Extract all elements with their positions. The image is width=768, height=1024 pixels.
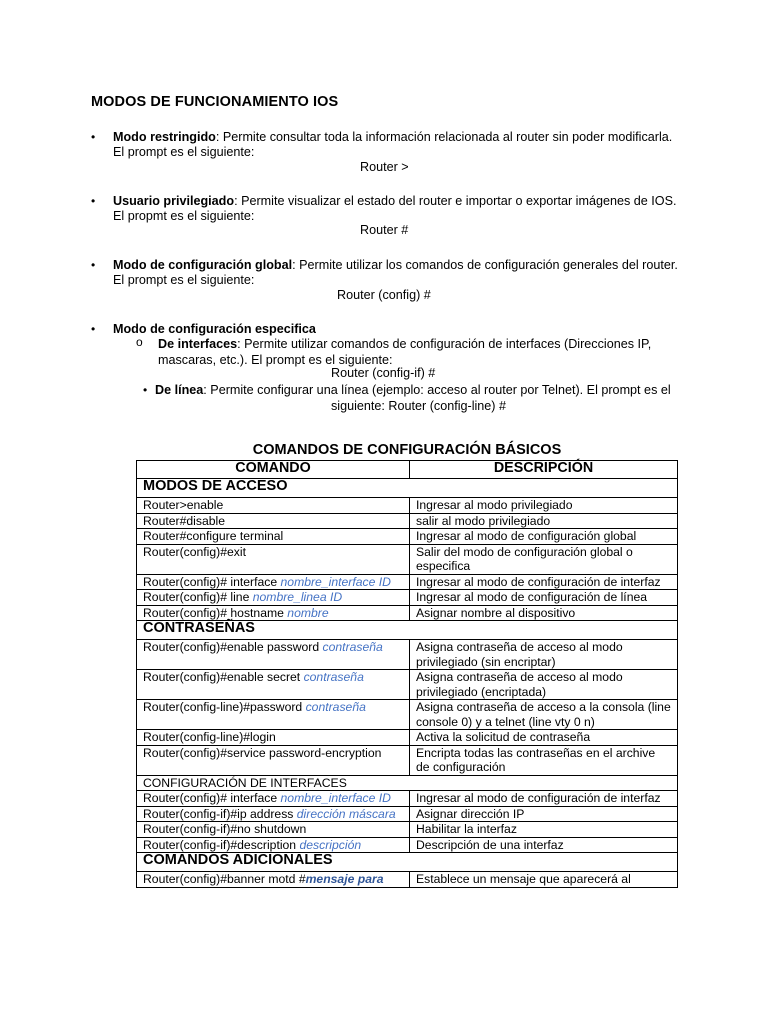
- description-cell: Salir del modo de configuración global o especifica: [410, 544, 678, 574]
- placeholder-text: nombre_interface ID: [280, 574, 391, 589]
- table-row: [137, 513, 678, 529]
- placeholder-text: dirección máscara: [296, 806, 396, 821]
- command-cell: Router(config-line)#password contraseña: [137, 700, 410, 730]
- table-row: [137, 806, 678, 822]
- placeholder-text: nombre: [287, 605, 329, 620]
- submode-title: De línea: [155, 383, 204, 397]
- submode-linea: [155, 382, 685, 398]
- table-row: [137, 670, 678, 700]
- description-cell: Ingresar al modo de configuración global: [410, 529, 678, 545]
- table-row: [137, 730, 678, 746]
- bullet-icon: •: [91, 322, 96, 336]
- command-cell: Router>enable: [137, 498, 410, 514]
- command-cell: Router(config)# hostname nombre: [137, 605, 410, 621]
- circle-bullet-icon: o: [136, 335, 143, 349]
- command-cell: Router(config)#exit: [137, 544, 410, 574]
- description-cell: Ingresar al modo privilegiado: [410, 498, 678, 514]
- commands-table: [136, 460, 678, 888]
- page-title: MODOS DE FUNCIONAMIENTO IOS: [91, 94, 339, 110]
- command-cell: Router#configure terminal: [137, 529, 410, 545]
- table-row: [137, 837, 678, 853]
- command-cell: Router(config)#enable password contraseña: [137, 640, 410, 670]
- table-row: [137, 544, 678, 574]
- placeholder-text: nombre_interface ID: [280, 791, 391, 805]
- bullet-icon: •: [91, 130, 96, 144]
- mode-desc: : Permite utilizar los comandos de configuración generales del router. El prompt es el siguiente:: [113, 258, 678, 287]
- description-cell: Establece un mensaje que aparecerá al: [410, 872, 678, 888]
- table-row: [137, 605, 678, 621]
- command-cell: Router(config-if)#description descripción: [137, 837, 410, 853]
- table-row: [137, 745, 678, 775]
- table-row: [137, 574, 678, 590]
- bullet-icon: •: [91, 258, 96, 272]
- description-cell: Asignar dirección IP: [410, 806, 678, 822]
- column-header-comando: COMANDO: [137, 461, 410, 479]
- placeholder-text: descripción: [299, 837, 362, 852]
- mode-prompt: Router (config) #: [337, 288, 431, 302]
- description-cell: Asigna contraseña de acceso al modo privilegiado (sin encriptar): [410, 640, 678, 670]
- submode-interfaces: [158, 336, 668, 368]
- table-row: [137, 822, 678, 838]
- bullet-icon: •: [143, 383, 148, 397]
- mode-prompt: Router >: [360, 160, 409, 174]
- submode-prompt: Router (config-if) #: [331, 366, 436, 380]
- section-row: [137, 775, 678, 791]
- section-title: MODOS DE ACCESO: [137, 479, 678, 498]
- table-row: [137, 700, 678, 730]
- section-title: COMANDOS ADICIONALES: [137, 853, 678, 872]
- description-cell: Ingresar al modo de configuración de interfaz: [410, 791, 678, 807]
- bullet-icon: •: [91, 194, 96, 208]
- command-cell: Router#disable: [137, 513, 410, 529]
- description-cell: Descripción de una interfaz: [410, 837, 678, 853]
- command-cell: Router(config-if)#ip address dirección máscara: [137, 806, 410, 822]
- command-cell: Router(config-if)#no shutdown: [137, 822, 410, 838]
- submode-title: De interfaces: [158, 337, 238, 351]
- table-row: [137, 640, 678, 670]
- description-cell: salir al modo privilegiado: [410, 513, 678, 529]
- mode-title: Modo restringido: [113, 130, 216, 144]
- description-cell: Asigna contraseña de acceso al modo privilegiado (encriptada): [410, 670, 678, 700]
- submode-prompt: siguiente: Router (config-line) #: [331, 399, 507, 413]
- command-cell: Router(config)#service password-encryption: [137, 745, 410, 775]
- command-cell: Router(config)# interface nombre_interface ID: [137, 791, 410, 807]
- command-cell: Router(config)#enable secret contraseña: [137, 670, 410, 700]
- mode-desc: : Permite visualizar el estado del router e importar o exportar imágenes de IOS. El propmt es el siguiente:: [113, 194, 677, 223]
- command-cell: Router(config)#banner motd #mensaje para: [137, 872, 410, 888]
- submode-desc: : Permite configurar una línea (ejemplo: acceso al router por Telnet). El prompt es el: [203, 383, 671, 397]
- command-cell: Router(config-line)#login: [137, 730, 410, 746]
- description-cell: Asigna contraseña de acceso a la consola (line console 0) y a telnet (line vty 0 n): [410, 700, 678, 730]
- table-header: [137, 461, 678, 479]
- section-row: [137, 621, 678, 640]
- section-title: CONTRASEÑAS: [137, 621, 678, 640]
- description-cell: Encripta todas las contraseñas en el archive de configuración: [410, 745, 678, 775]
- placeholder-text: mensaje para: [305, 872, 384, 886]
- table-row: [137, 872, 678, 888]
- section-row: [137, 853, 678, 872]
- submode-desc: : Permite utilizar comandos de configuración de interfaces (Direcciones IP, mascaras, etc.). El prompt es el siguiente:: [158, 337, 652, 367]
- description-cell: Habilitar la interfaz: [410, 822, 678, 838]
- table-row: [137, 529, 678, 545]
- mode-prompt: Router #: [360, 223, 409, 237]
- command-cell: Router(config)# interface nombre_interface ID: [137, 574, 410, 590]
- description-cell: Ingresar al modo de configuración de interfaz: [410, 574, 678, 590]
- table-title: COMANDOS DE CONFIGURACIÓN BÁSICOS: [252, 442, 562, 458]
- description-cell: Asignar nombre al dispositivo: [410, 605, 678, 621]
- table-row: [137, 590, 678, 606]
- mode-title: Modo de configuración especifica: [113, 322, 316, 336]
- placeholder-text: contraseña: [303, 670, 364, 684]
- placeholder-text: nombre_linea ID: [252, 590, 343, 604]
- command-cell: Router(config)# line nombre_linea ID: [137, 590, 410, 606]
- mode-desc: : Permite consultar toda la información relacionada al router sin poder modificarla. El prompt es el siguiente:: [113, 130, 673, 159]
- table-row: [137, 498, 678, 514]
- mode-title: Usuario privilegiado: [113, 194, 235, 208]
- placeholder-text: contraseña: [305, 700, 366, 714]
- description-cell: Ingresar al modo de configuración de línea: [410, 590, 678, 606]
- description-cell: Activa la solicitud de contraseña: [410, 730, 678, 746]
- table-row: [137, 791, 678, 807]
- mode-title: Modo de configuración global: [113, 258, 293, 272]
- placeholder-text: contraseña: [322, 640, 383, 654]
- section-title: CONFIGURACIÓN DE INTERFACES: [137, 775, 678, 791]
- section-row: [137, 479, 678, 498]
- column-header-descripcion: DESCRIPCIÓN: [410, 461, 678, 479]
